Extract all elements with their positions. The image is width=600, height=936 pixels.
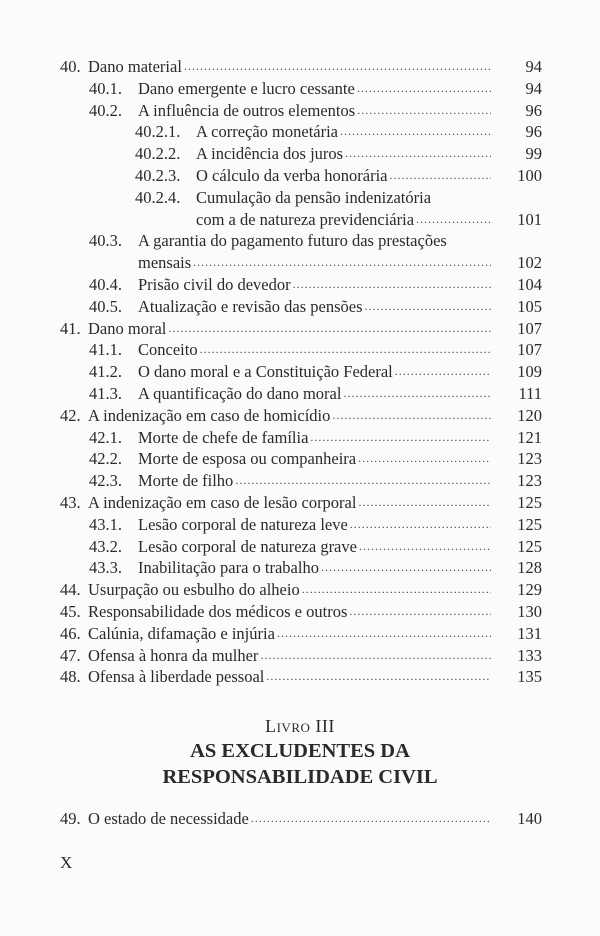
entry-number: 46. [60, 623, 81, 643]
entry-body [88, 623, 491, 645]
entry-page: 123 [517, 471, 542, 491]
entry-body [88, 405, 491, 427]
entry-title: Cumulação da pensão indenizatória [196, 187, 432, 207]
toc-row [0, 100, 600, 122]
toc-row-continuation [0, 252, 600, 274]
entry-number: 49. [60, 809, 81, 828]
entry-title: Lesão corporal de natureza leve [138, 514, 348, 534]
toc-row [0, 808, 600, 830]
entry-body [196, 165, 491, 187]
dot-leader [338, 121, 491, 143]
entry-title: Atualização e revisão das pensões [138, 296, 363, 316]
dot-leader [319, 557, 491, 579]
dot-leader [355, 78, 491, 100]
entry-title: Prisão civil do devedor [138, 274, 291, 294]
entry-page: 102 [517, 253, 542, 273]
dot-leader [275, 623, 491, 645]
toc-row [0, 230, 600, 252]
entry-number: 40.4. [89, 274, 122, 294]
entry-page: 131 [517, 623, 542, 643]
entry-page: 133 [517, 645, 542, 665]
toc-row [0, 470, 600, 492]
entry-number: 40.3. [89, 231, 122, 251]
toc-row [0, 514, 600, 536]
entry-number: 45. [60, 601, 81, 621]
entry-body [88, 808, 491, 830]
entry-body [138, 536, 491, 558]
dot-leader [300, 579, 491, 601]
toc-row [0, 427, 600, 449]
toc-row [0, 274, 600, 296]
entry-title: Ofensa à liberdade pessoal [88, 667, 265, 687]
entry-page: 128 [517, 558, 542, 578]
toc-row [0, 78, 600, 100]
entry-page: 107 [517, 340, 542, 360]
entry-body [88, 56, 491, 78]
toc-row [0, 187, 600, 209]
entry-body [88, 318, 491, 340]
dot-leader [264, 666, 491, 688]
toc-row [0, 383, 600, 405]
page-number: X [60, 853, 73, 872]
toc-row [0, 601, 600, 623]
entry-number: 42.3. [89, 471, 122, 491]
entry-body [88, 666, 491, 688]
toc-row [0, 579, 600, 601]
entry-body [138, 427, 491, 449]
dot-leader [166, 318, 491, 340]
entry-page: 125 [517, 536, 542, 556]
entry-number: 43.1. [89, 514, 122, 534]
dot-leader [388, 165, 492, 187]
entry-page: 96 [525, 122, 542, 142]
toc-row [0, 143, 600, 165]
entry-number: 44. [60, 580, 81, 600]
entry-page: 100 [517, 165, 542, 185]
entry-number: 42.2. [89, 449, 122, 469]
entry-number: 40.2.3. [135, 165, 181, 185]
book-label [0, 716, 600, 737]
entry-title: Lesão corporal de natureza grave [138, 536, 357, 556]
entry-title: A quantificação do dano moral [138, 383, 342, 403]
entry-title: Calúnia, difamação e injúria [88, 623, 275, 643]
entry-number: 41.3. [89, 383, 122, 403]
entry-body [138, 470, 491, 492]
entry-title: O estado de necessidade [88, 809, 249, 828]
entry-page: 105 [517, 296, 542, 316]
entry-title: Ofensa à honra da mulher [88, 645, 259, 665]
entry-page: 121 [517, 427, 542, 447]
entry-number: 42. [60, 405, 81, 425]
entry-page: 94 [525, 57, 542, 76]
entry-number: 40.2.1. [135, 122, 181, 142]
entry-title: Conceito [138, 340, 198, 360]
entry-number: 43.2. [89, 536, 122, 556]
entry-number: 40.2.4. [135, 187, 181, 207]
entry-body [138, 230, 447, 252]
entry-page: 94 [525, 78, 542, 98]
dot-leader [355, 100, 491, 122]
entry-number: 41.1. [89, 340, 122, 360]
entry-number: 47. [60, 645, 81, 665]
entry-title: O cálculo da verba honorária [196, 165, 388, 185]
entry-page: 109 [517, 362, 542, 382]
entry-page: 140 [517, 809, 542, 828]
toc-row-continuation [0, 209, 600, 231]
entry-body [196, 121, 491, 143]
entry-page: 96 [525, 100, 542, 120]
entry-body [138, 274, 491, 296]
toc-row [0, 557, 600, 579]
entry-page: 129 [517, 580, 542, 600]
entry-number: 41.2. [89, 362, 122, 382]
entry-title: Morte de chefe de família [138, 427, 309, 447]
dot-leader [414, 209, 491, 231]
toc-row [0, 361, 600, 383]
entry-page: 107 [517, 318, 542, 338]
entry-title: Dano material [88, 57, 182, 76]
dot-leader [356, 492, 491, 514]
entry-title: Morte de filho [138, 471, 234, 491]
entry-body [88, 492, 491, 514]
dot-leader [347, 601, 491, 623]
dot-leader [291, 274, 491, 296]
entry-body [138, 557, 491, 579]
toc-row [0, 296, 600, 318]
entry-page: 123 [517, 449, 542, 469]
toc-row [0, 56, 600, 78]
entry-title: Inabilitação para o trabalho [138, 558, 319, 578]
dot-leader [249, 808, 491, 830]
entry-body [138, 78, 491, 100]
dot-leader [182, 56, 491, 78]
dot-leader [308, 427, 491, 449]
entry-title: A indenização em caso de homicídio [88, 405, 331, 425]
entry-body [138, 514, 491, 536]
toc-row [0, 492, 600, 514]
section-title-line-1: AS EXCLUDENTES DA [190, 740, 410, 762]
entry-title: Morte de esposa ou companheira [138, 449, 357, 469]
entry-body [138, 339, 491, 361]
entry-page: 135 [517, 667, 542, 687]
entry-body [138, 100, 491, 122]
entry-page: 104 [517, 274, 542, 294]
entry-number: 40. [60, 57, 81, 76]
toc-row [0, 623, 600, 645]
dot-leader [341, 383, 491, 405]
entry-title: Usurpação ou esbulho do alheio [88, 580, 300, 600]
entry-body [138, 383, 491, 405]
entry-body [138, 296, 491, 318]
entry-number: 48. [60, 667, 81, 687]
entry-page: 125 [517, 514, 542, 534]
dot-leader [357, 536, 491, 558]
entry-title: A correção monetária [196, 122, 339, 142]
entry-body [196, 143, 491, 165]
section-title-line-2: RESPONSABILIDADE CIVIL [162, 766, 438, 788]
toc-final-entry [0, 808, 600, 830]
toc-row [0, 165, 600, 187]
entry-body [196, 209, 491, 231]
dot-leader [348, 514, 491, 536]
dot-leader [198, 339, 491, 361]
dot-leader [363, 296, 492, 318]
entry-title: A incidência dos juros [196, 144, 344, 164]
entry-body [88, 645, 491, 667]
toc-row [0, 318, 600, 340]
dot-leader [233, 470, 491, 492]
entry-body [138, 361, 491, 383]
toc-row [0, 666, 600, 688]
dot-leader [258, 645, 491, 667]
table-of-contents [0, 56, 600, 688]
entry-page: 130 [517, 601, 542, 621]
toc-row [0, 536, 600, 558]
entry-body [138, 448, 491, 470]
dot-leader [393, 361, 491, 383]
toc-row [0, 121, 600, 143]
entry-number: 40.2. [89, 100, 122, 120]
entry-body [196, 187, 431, 209]
toc-row [0, 339, 600, 361]
entry-number: 41. [60, 318, 81, 338]
entry-page: 111 [518, 383, 542, 403]
entry-body [88, 601, 491, 623]
book-label-text: Livro III [265, 716, 335, 736]
dot-leader [356, 448, 491, 470]
entry-title: Dano emergente e lucro cessante [138, 78, 355, 98]
entry-title: O dano moral e a Constituição Federal [138, 362, 393, 382]
toc-row [0, 405, 600, 427]
entry-number: 43.3. [89, 558, 122, 578]
entry-page: 99 [525, 144, 542, 164]
toc-row [0, 448, 600, 470]
toc-row [0, 645, 600, 667]
entry-page: 125 [517, 492, 542, 512]
entry-number: 40.2.2. [135, 144, 181, 164]
entry-number: 43. [60, 492, 81, 512]
entry-number: 40.5. [89, 296, 122, 316]
entry-body [88, 579, 491, 601]
entry-title: A indenização em caso de lesão corporal [88, 492, 357, 512]
entry-title: mensais [138, 253, 192, 273]
entry-number: 42.1. [89, 427, 122, 447]
entry-title: A garantia do pagamento futuro das prestações [138, 231, 447, 251]
entry-body [138, 252, 491, 274]
entry-title: Responsabilidade dos médicos e outros [88, 601, 348, 621]
entry-title: com a de natureza previdenciária [196, 209, 415, 229]
dot-leader [191, 252, 491, 274]
dot-leader [330, 405, 491, 427]
entry-title: A influência de outros elementos [138, 100, 356, 120]
entry-page: 120 [517, 405, 542, 425]
entry-page: 101 [517, 209, 542, 229]
entry-number: 40.1. [89, 78, 122, 98]
dot-leader [343, 143, 491, 165]
entry-title: Dano moral [88, 318, 167, 338]
